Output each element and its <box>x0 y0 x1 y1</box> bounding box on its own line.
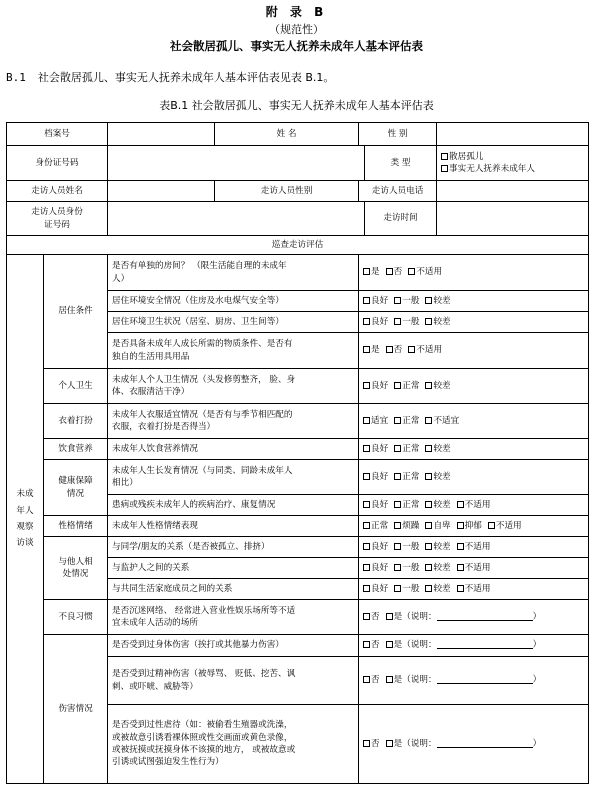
checkbox-icon <box>425 564 432 571</box>
options-growth: 良好 正常 较差 <box>359 460 589 495</box>
category-hygiene: 个人卫生 <box>44 369 108 404</box>
name-label: 姓 名 <box>215 123 359 146</box>
section-intro <box>6 69 334 85</box>
visitor-id-value[interactable] <box>108 202 365 236</box>
visitor-phone-label: 走访人员电话 <box>359 181 437 202</box>
checkbox-icon <box>386 268 393 275</box>
category-habits: 不良习惯 <box>44 600 108 635</box>
checkbox-icon <box>394 445 401 452</box>
checkbox-icon <box>408 346 415 353</box>
checkbox-icon <box>363 445 370 452</box>
checkbox-icon <box>363 417 370 424</box>
checkbox-icon <box>425 318 432 325</box>
visit-time-value[interactable] <box>437 202 589 236</box>
item-clothing: 未成年人衣服适宜情况（是否有与季节相匹配的 衣服，衣着打扮是否得当） <box>108 404 359 439</box>
table-row <box>7 460 589 495</box>
options-living-hygiene: 良好 一般 较差 <box>359 312 589 333</box>
item-family: 与共同生活家庭成员之间的关系 <box>108 579 359 600</box>
checkbox-icon <box>394 501 401 508</box>
checkbox-icon <box>457 564 464 571</box>
type-label: 类 型 <box>365 146 437 181</box>
checkbox-icon <box>425 297 432 304</box>
checkbox-icon <box>425 543 432 550</box>
table-row <box>7 404 589 439</box>
checkbox-icon <box>363 522 370 529</box>
options-treatment: 良好 正常 较差 不适用 <box>359 495 589 516</box>
checkbox-icon <box>441 165 448 172</box>
id-no-label: 身份证号码 <box>7 146 108 181</box>
category-harm: 伤害情况 <box>44 635 108 784</box>
gender-value[interactable] <box>437 123 589 146</box>
visitor-gender-label: 走访人员性别 <box>215 181 359 202</box>
options-mental: 否 是（说明： ） <box>359 657 589 705</box>
visit-time-label: 走访时间 <box>365 202 437 236</box>
options-room: 是 否 不适用 <box>359 255 589 291</box>
visitor-phone-value[interactable] <box>437 181 589 202</box>
checkbox-icon <box>363 641 370 648</box>
item-living-safety: 居住环境安全情况（住房及水电煤气安全等） <box>108 291 359 312</box>
item-room: 是否有单独的房间？ （限生活能自理的未成年 人） <box>108 255 359 291</box>
checkbox-icon <box>394 585 401 592</box>
checkbox-icon <box>363 676 370 683</box>
category-personality: 性格情绪 <box>44 516 108 537</box>
options-sexual: 否 是（说明： ） <box>359 705 589 784</box>
table-row <box>7 516 589 537</box>
item-growth: 未成年人生长发育情况（与同类、同龄未成年人 相比） <box>108 460 359 495</box>
item-sexual: 是否受到过性虐待（如：被偷看生殖器或洗澡， 或被故意引诱看裸体照或性交画面或黄色录像， 或被抚摸或抚摸身体不该摸的地方， 或被故意或 引诱或试图强迫发生性行为） <box>108 705 359 784</box>
checkbox-icon <box>394 382 401 389</box>
item-nutrition: 未成年人饮食营养情况 <box>108 439 359 460</box>
checkbox-icon <box>363 318 370 325</box>
checkbox-icon <box>394 318 401 325</box>
item-guardian: 与监护人之间的关系 <box>108 558 359 579</box>
options-temper: 正常 烦躁 自卑 抑郁 不适用 <box>359 516 589 537</box>
checkbox-icon <box>386 740 393 747</box>
checkbox-icon <box>394 543 401 550</box>
options-internet: 否 是（说明： ） <box>359 600 589 635</box>
id-no-value[interactable] <box>108 146 365 181</box>
explanation-field[interactable] <box>437 639 533 649</box>
item-internet: 是否沉迷网络、 经常进入营业性娱乐场所等不适 宜未成年人活动的场所 <box>108 600 359 635</box>
checkbox-icon <box>488 522 495 529</box>
checkbox-icon <box>363 346 370 353</box>
item-supplies: 是否具备未成年人成长所需的物质条件、是否有 独自的生活用具用品 <box>108 333 359 369</box>
assessment-table <box>6 122 589 784</box>
category-relations: 与他人相 处情况 <box>44 537 108 600</box>
item-temper: 未成年人性格情绪表现 <box>108 516 359 537</box>
checkbox-icon <box>425 382 432 389</box>
visitor-name-label: 走访人员姓名 <box>7 181 108 202</box>
archive-no-value[interactable] <box>108 123 215 146</box>
archive-no-label: 档案号 <box>7 123 108 146</box>
item-personal-hygiene: 未成年人个人卫生情况（头发修剪整齐， 脸、身 体、衣服清洁干净） <box>108 369 359 404</box>
checkbox-icon <box>441 153 448 160</box>
checkbox-icon <box>363 613 370 620</box>
options-clothing: 适宜 正常 不适宜 <box>359 404 589 439</box>
checkbox-icon <box>386 346 393 353</box>
options-family: 良好 一般 较差 不适用 <box>359 579 589 600</box>
checkbox-icon <box>363 585 370 592</box>
options-physical: 否 是（说明： ） <box>359 635 589 657</box>
checkbox-icon <box>425 501 432 508</box>
table-row <box>7 202 589 236</box>
inspection-heading: 巡查走访评估 <box>7 236 589 255</box>
table-row <box>7 146 589 181</box>
gender-label: 性 别 <box>359 123 437 146</box>
checkbox-icon <box>394 297 401 304</box>
explanation-field[interactable] <box>437 738 533 748</box>
checkbox-icon <box>386 613 393 620</box>
checkbox-icon <box>425 445 432 452</box>
item-treatment: 患病或残疾未成年人的疾病治疗、康复情况 <box>108 495 359 516</box>
checkbox-icon <box>394 522 401 529</box>
checkbox-icon <box>386 641 393 648</box>
checkbox-icon <box>363 501 370 508</box>
checkbox-icon <box>457 501 464 508</box>
checkbox-icon <box>363 382 370 389</box>
checkbox-icon <box>457 585 464 592</box>
section-number: B.1 <box>6 71 26 84</box>
checkbox-icon <box>363 564 370 571</box>
checkbox-icon <box>363 740 370 747</box>
checkbox-icon <box>394 473 401 480</box>
table-row <box>7 236 589 255</box>
checkbox-icon <box>363 268 370 275</box>
options-nutrition: 良好 正常 较差 <box>359 439 589 460</box>
options-living-safety: 良好 一般 较差 <box>359 291 589 312</box>
section-text: 社会散居孤儿、事实无人抚养未成年人基本评估表见表 B.1。 <box>37 71 335 84</box>
explanation-field[interactable] <box>437 611 533 621</box>
options-guardian: 良好 一般 较差 不适用 <box>359 558 589 579</box>
checkbox-icon <box>394 564 401 571</box>
checkbox-icon <box>363 473 370 480</box>
options-supplies: 是 否 不适用 <box>359 333 589 369</box>
table-row <box>7 255 589 291</box>
table-row <box>7 181 589 202</box>
options-personal-hygiene: 良好 正常 较差 <box>359 369 589 404</box>
checkbox-icon <box>386 676 393 683</box>
table-row <box>7 635 589 657</box>
visitor-name-value[interactable] <box>108 181 215 202</box>
table-caption: 表B.1 社会散居孤儿、事实无人抚养未成年人基本评估表 <box>159 99 434 112</box>
table-row <box>7 369 589 404</box>
checkbox-icon <box>394 417 401 424</box>
category-dress: 衣着打扮 <box>44 404 108 439</box>
checkbox-icon <box>425 473 432 480</box>
type-option-unsupported[interactable]: 事实无人抚养未成年人 <box>441 163 584 175</box>
table-row <box>7 123 589 146</box>
item-physical: 是否受到过身体伤害（挨打或其他暴力伤害） <box>108 635 359 657</box>
checkbox-icon <box>363 543 370 550</box>
checkbox-icon <box>425 522 432 529</box>
table-row <box>7 439 589 460</box>
category-living: 居住条件 <box>44 255 108 369</box>
table-row <box>7 537 589 558</box>
observation-category: 未成 年人 观察 访谈 <box>7 255 44 784</box>
type-options <box>437 146 589 181</box>
appendix-nature: （规范性） <box>269 23 324 36</box>
checkbox-icon <box>457 522 464 529</box>
type-option-orphan[interactable]: 散居孤儿 <box>441 151 584 163</box>
item-living-hygiene: 居住环境卫生状况（居室、厨房、卫生间等） <box>108 312 359 333</box>
checkbox-icon <box>363 297 370 304</box>
explanation-field[interactable] <box>437 674 533 684</box>
item-mental: 是否受到过精神伤害（被辱骂、 贬低、挖苦、讽 刺、或吓唬、威胁等） <box>108 657 359 705</box>
category-health: 健康保障 情况 <box>44 460 108 516</box>
checkbox-icon <box>425 417 432 424</box>
checkbox-icon <box>425 585 432 592</box>
visitor-id-label: 走访人员身份 证号码 <box>7 202 108 236</box>
options-peers: 良好 一般 较差 不适用 <box>359 537 589 558</box>
appendix-heading: 附 录 B <box>265 5 328 19</box>
item-peers: 与同学/朋友的关系（是否被孤立、排挤） <box>108 537 359 558</box>
table-row <box>7 600 589 635</box>
checkbox-icon <box>408 268 415 275</box>
category-diet: 饮食营养 <box>44 439 108 460</box>
checkbox-icon <box>457 543 464 550</box>
document-title: 社会散居孤儿、事实无人抚养未成年人基本评估表 <box>170 39 423 53</box>
